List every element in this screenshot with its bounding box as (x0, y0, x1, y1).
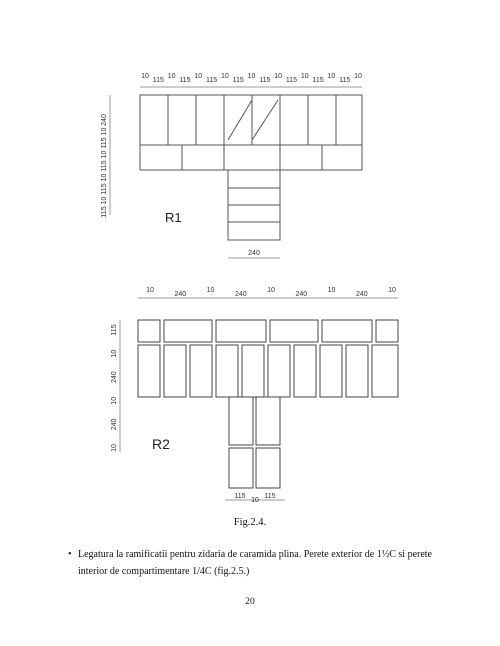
dimension-label: 10 (354, 73, 362, 80)
r1-left-dimension-labels (101, 114, 108, 218)
dimension-label: 240 (111, 371, 118, 384)
dimension-label: 10 (327, 73, 336, 80)
r2-bottom-dimension-labels (234, 493, 275, 504)
dimension-label: 10 (101, 150, 108, 159)
dimension-label: 115 (259, 77, 271, 84)
dimension-label: 10 (141, 73, 149, 80)
dimension-label: 240 (355, 291, 368, 298)
r2-left-dimension-labels (111, 324, 118, 452)
dimension-label: 10 (167, 73, 176, 80)
r2-detail (111, 287, 398, 504)
dimension-label: 10 (111, 349, 118, 358)
dimension-label: 115 (101, 160, 108, 172)
dimension-label: 115 (285, 77, 297, 84)
dimension-label: 115 (152, 77, 164, 84)
dimension-label: 10 (146, 287, 154, 294)
r1-label: R1 (165, 210, 182, 225)
r1-lower-bricks (182, 145, 322, 170)
r1-stem-wall (228, 170, 280, 240)
bullet-symbol: • (68, 549, 72, 560)
dimension-label: 115 (101, 206, 108, 218)
dimension-label: 10 (101, 173, 108, 182)
r1-upper-bricks (168, 95, 336, 145)
dimension-label: 240 (295, 291, 308, 298)
dimension-label: 10 (247, 73, 256, 80)
dimension-label: 10 (300, 73, 309, 80)
dimension-label: 240 (101, 114, 108, 126)
figure-caption: Fig.2.4. (233, 517, 267, 528)
r2-top-course (138, 320, 398, 342)
dimension-label: 10 (194, 73, 203, 80)
dimension-label: 240 (234, 291, 247, 298)
dimension-label: 115 (101, 183, 108, 195)
page-number: 20 (245, 597, 255, 607)
dimension-label: 115 (179, 77, 191, 84)
r2-label: R2 (152, 436, 170, 452)
dimension-label: 115 (206, 77, 218, 84)
dimension-label: 10 (111, 444, 118, 452)
dimension-label: 115 (312, 77, 324, 84)
dimension-label: 115 (264, 493, 276, 500)
dimension-label: 10 (274, 73, 282, 80)
dimension-label: 10 (251, 497, 259, 504)
dimension-label: 10 (267, 287, 275, 294)
dimension-label: 10 (327, 287, 336, 294)
dimension-label: 10 (206, 287, 215, 294)
dimension-label: 115 (111, 324, 118, 336)
r2-top-dimension-labels (146, 287, 396, 298)
dimension-label: 10 (221, 73, 229, 80)
bullet-text: Legatura la ramificatii pentru zidaria de caramida plina. Perete exterior de 1½C si perete interior de compartimentare 1/4C (fig.2.5.) (78, 549, 432, 577)
dimension-label: 10 (388, 287, 396, 294)
dimension-label: 115 (234, 493, 246, 500)
dimension-label: 115 (339, 77, 351, 84)
r1-detail (101, 73, 362, 258)
r1-top-dimension-labels (141, 73, 362, 84)
r1-bottom-dimension: 240 (248, 250, 260, 257)
dimension-label: 240 (174, 291, 187, 298)
dimension-label: 115 (101, 137, 108, 149)
r2-stem-wall (229, 397, 280, 488)
dimension-label: 115 (232, 77, 244, 84)
r2-bottom-course (138, 345, 398, 397)
r1-wall-outline (140, 95, 362, 170)
dimension-label: 10 (101, 127, 108, 136)
bullet-item (68, 546, 448, 580)
dimension-label: 10 (111, 396, 118, 405)
dimension-label: 10 (101, 196, 108, 205)
dimension-label: 240 (111, 418, 118, 431)
